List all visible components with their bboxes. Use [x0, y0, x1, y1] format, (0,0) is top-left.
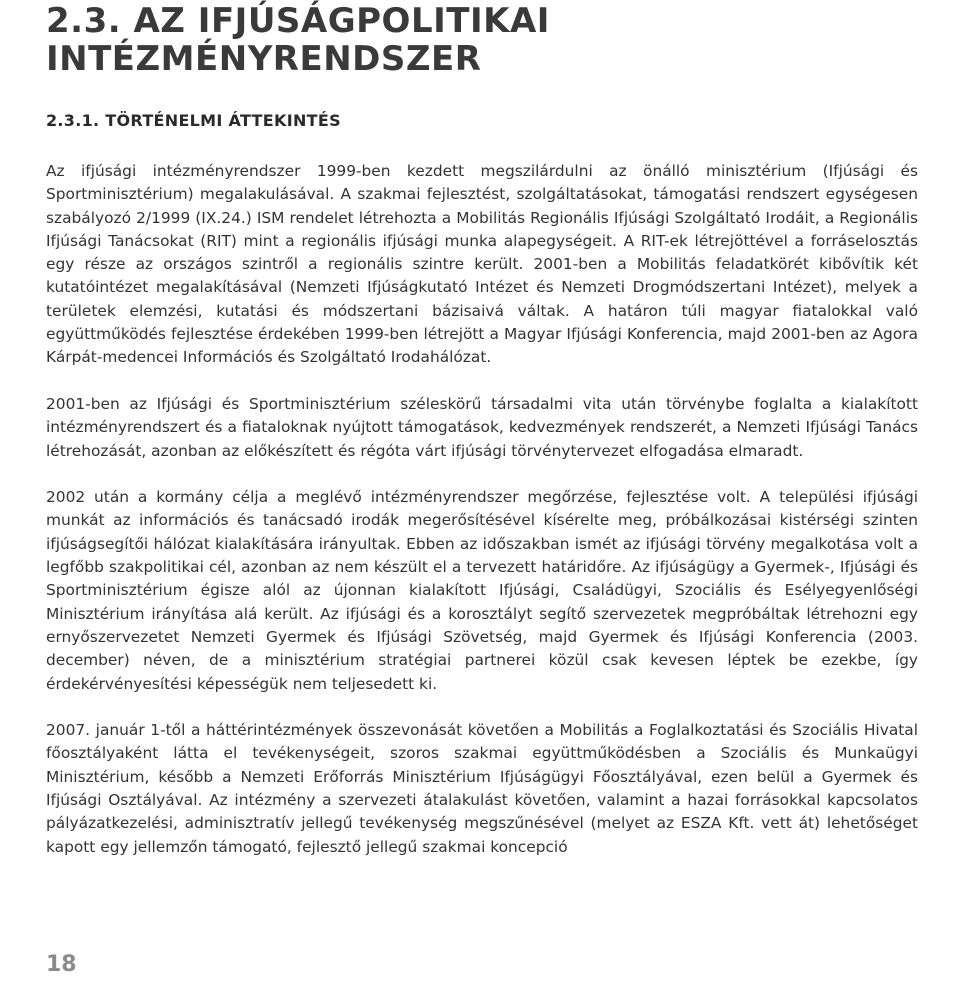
paragraph-3: 2002 után a kormány célja a meglévő intézményrendszer megőrzése, fejlesztése volt. A települési ifjúsági munkát az információs és tanácsadó irodák megerősítésével kísérelte meg, próbálkozásai kistérségi szinten ifjúságsegítői hálózat kialakítására irányultak. Ebben az időszakban ismét az ifjúsági törvény megalkotása volt a legfőbb szakpolitikai cél, azonban az nem készült el a tervezett határidőre. Az ifjúságügy a Gyermek-, Ifjúsági és Sportminisztérium égisze alól az újonnan kialakított Ifjúsági, Családügyi, Szociális és Esélyegyenlőségi Minisztérium irányítása alá került. Az ifjúsági és a korosztályt segítő szervezetek megpróbáltak létrehozni egy ernyőszervezetet Nemzeti Gyermek és Ifjúsági Szövetség, majd Gyermek és Ifjúsági Konferencia (2003. december) néven, de a minisztérium stratégiai partnerei közül csak kevesen léptek be ezekbe, így érdekérvényesítési képességük nem teljesedett ki.: [46, 488, 918, 693]
paragraph-1: Az ifjúsági intézményrendszer 1999-ben kezdett megszilárdulni az önálló minisztérium (Ifjúsági és Sportminisztérium) megalakulásával. A szakmai fejlesztést, szolgáltatásokat, támogatási rendszert egységesen szabályozó 2/1999 (IX.24.) ISM rendelet létrehozta a Mobilitás Regionális Ifjúsági Szolgáltató Irodáit, a Regionális Ifjúsági Tanácsokat (RIT) mint a regionális ifjúsági munka alapegységeit. A RIT-ek létrejöttével a forráselosztás egy része az országos szintről a regionális szintre került. 2001-ben a Mobilitás feladatkörét kibővítik két kutatóintézet megalakításával (Nemzeti Ifjúságkutató Intézet és Nemzeti Drogmódszertani Intézet), melyek a területek elemzési, kutatási és módszertani bázisaivá váltak. A határon túli magyar fiatalokkal való együttműködés fejlesztése érdekében 1999-ben létrejött a Magyar Ifjúsági Konferencia, majd 2001-ben az Agora Kárpát-medencei Információs és Szolgáltató Irodahálózat.: [46, 162, 918, 367]
section-heading: [46, 2, 550, 78]
paragraph-2: 2001-ben az Ifjúsági és Sportminisztérium széleskörű társadalmi vita után törvénybe foglalta a kialakított intézményrendszert és a fiataloknak nyújtott támogatások, kedvezmények rendszerét, a Nemzeti Ifjúsági Tanács létrehozását, azonban az előkészített és régóta várt ifjúsági törvénytervezet elfogadása elmaradt.: [46, 394, 918, 460]
section-heading-line-1: 2.3. AZ IFJÚSÁGPOLITIKAI: [46, 1, 550, 41]
body-text: [46, 160, 918, 882]
subsection-heading: 2.3.1. TÖRTÉNELMI ÁTTEKINTÉS: [46, 111, 341, 130]
page-number: 18: [46, 952, 77, 977]
paragraph-4: 2007. január 1-től a háttérintézmények összevonását követően a Mobilitás a Foglalkoztatási és Szociális Hivatal főosztályaként látta el tevékenységeit, szoros szakmai együttműködésben a Szociális és Munkaügyi Minisztérium, később a Nemzeti Erőforrás Minisztérium Ifjúságügyi Főosztályával, ezen belül a Gyermek és Ifjúsági Osztályával. Az intézmény a szervezeti átalakulást követően, valamint a hazai forrásokkal kapcsolatos pályázatkezelési, adminisztratív jellegű tevékenység megszűnésével (melyet az ESZA Kft. vett át) lehetőséget kapott egy jellemzőn támogató, fejlesztő jellegű szakmai koncepció: [46, 721, 918, 856]
section-heading-line-2: INTÉZMÉNYRENDSZER: [46, 39, 482, 79]
